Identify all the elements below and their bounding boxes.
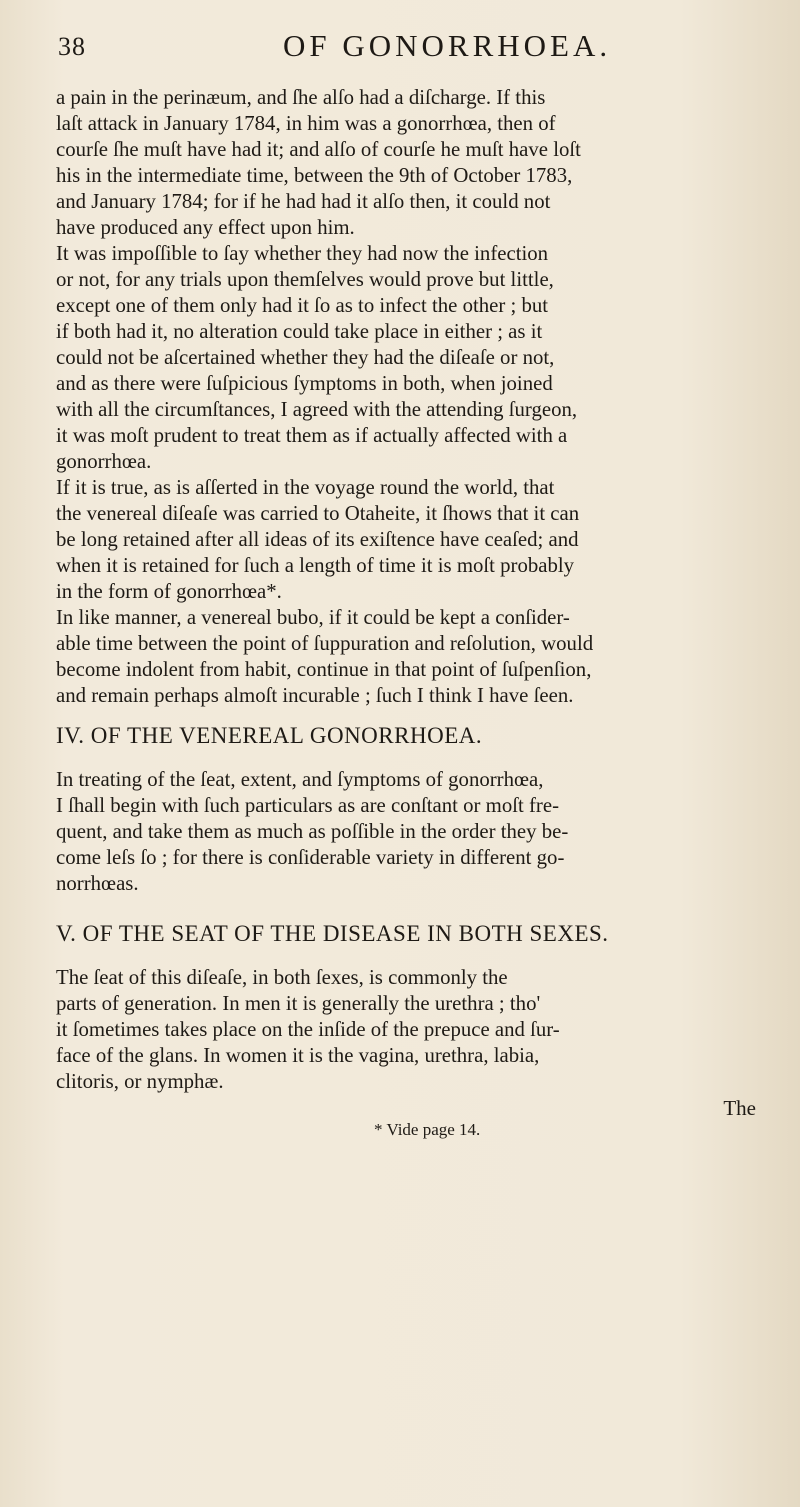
text-line: a pain in the perinæum, and ſhe alſo had a diſcharge. If this [56,86,546,109]
section-heading-iv: IV. OF THE VENEREAL GONORRHOEA. [56,723,483,748]
text-line: It was impoſſible to ſay whether they had now the infection [56,242,549,265]
text-line: come leſs ſo ; for there is conſiderable variety in different go- [56,846,565,869]
section-heading-v: V. OF THE SEAT OF THE DISEASE IN BOTH SEXES. [56,921,609,946]
text-line: The ſeat of this diſeaſe, in both ſexes, is commonly the [56,966,508,989]
paragraph-4 [56,605,792,709]
text-line: parts of generation. In men it is generally the urethra ; tho' [56,992,541,1015]
text-line: the venereal diſeaſe was carried to Otaheite, it ſhows that it can [56,502,580,525]
text-line: laſt attack in January 1784, in him was a gonorrhœa, then of [56,112,556,135]
running-title: OF GONORRHOEA. [283,28,612,63]
text-line: have produced any effect upon him. [56,216,355,239]
text-line: gonorrhœa. [56,450,152,473]
text-line: In like manner, a venereal bubo, if it could be kept a conſider- [56,606,570,629]
text-line: could not be aſcertained whether they had the diſeaſe or not, [56,346,555,369]
text-line: when it is retained for ſuch a length of time it is moſt probably [56,554,575,577]
text-line: clitoris, or nymphæ. [56,1070,224,1093]
text-line: and remain perhaps almoſt incurable ; ſuch I think I have ſeen. [56,684,574,707]
text-line: or not, for any trials upon themſelves would prove but little, [56,268,554,291]
text-line: and January 1784; for if he had had it alſo then, it could not [56,190,551,213]
paragraph-1 [56,85,792,241]
footnote: * Vide page 14. [374,1120,481,1139]
text-line: it was moſt prudent to treat them as if actually affected with a [56,424,568,447]
text-line: I ſhall begin with ſuch particulars as are conſtant or moſt fre- [56,794,559,817]
page-foot [56,1095,792,1139]
spacer [56,897,792,919]
text-line: in the form of gonorrhœa*. [56,580,282,603]
spacer [56,751,792,767]
section-iv-paragraph [56,767,792,897]
page-header [58,28,748,72]
text-line: become indolent from habit, continue in that point of ſuſpenſion, [56,658,592,681]
spacer [56,949,792,965]
text-line: and as there were ſuſpicious ſymptoms in both, when joined [56,372,553,395]
page-number: 38 [58,32,86,61]
text-line: with all the circumſtances, I agreed with the attending ſurgeon, [56,398,578,421]
text-line: able time between the point of ſuppuration and reſolution, would [56,632,594,655]
text-line: In treating of the ſeat, extent, and ſymptoms of gonorrhœa, [56,768,544,791]
section-v-paragraph [56,965,792,1095]
text-line: quent, and take them as much as poſſible in the order they be- [56,820,569,843]
text-line: norrhœas. [56,872,139,895]
catchword: The [723,1096,756,1120]
text-line: it ſometimes takes place on the inſide of the prepuce and ſur- [56,1018,560,1041]
text-line: his in the intermediate time, between the 9th of October 1783, [56,164,573,187]
paragraph-2 [56,241,792,475]
body-text [56,85,792,1139]
text-line: courſe ſhe muſt have had it; and alſo of courſe he muſt have loſt [56,138,581,161]
paragraph-3 [56,475,792,605]
text-line: face of the glans. In women it is the vagina, urethra, labia, [56,1044,540,1067]
spacer [56,709,792,721]
text-line: if both had it, no alteration could take place in either ; as it [56,320,543,343]
text-line: be long retained after all ideas of its exiſtence have ceaſed; and [56,528,579,551]
text-line: except one of them only had it ſo as to infect the other ; but [56,294,549,317]
text-line: If it is true, as is aſſerted in the voyage round the world, that [56,476,555,499]
